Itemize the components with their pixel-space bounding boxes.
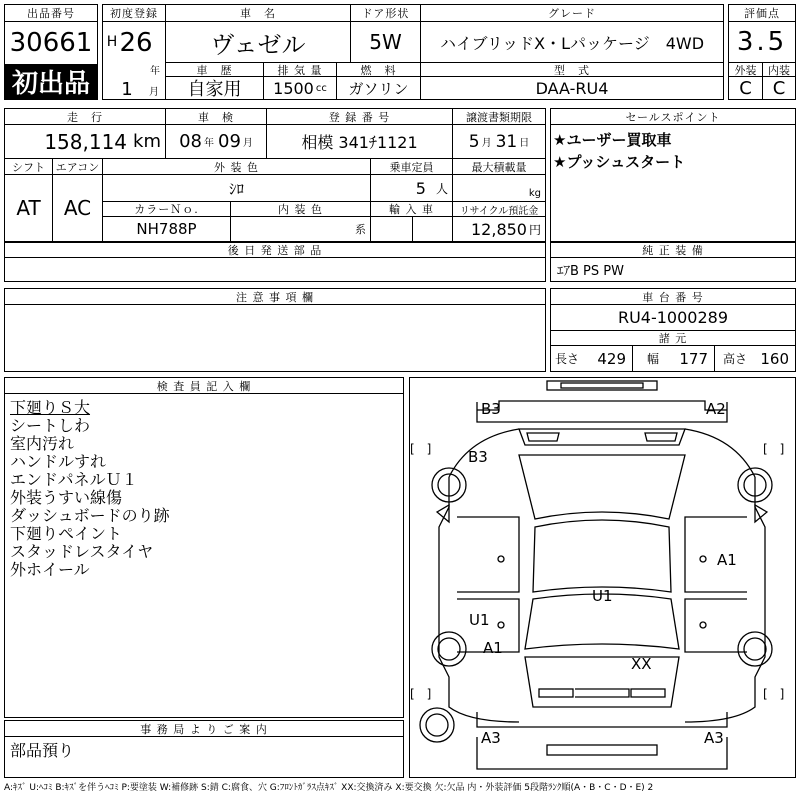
first-reg-era: H: [106, 34, 118, 50]
exterior-color: ｼﾛ: [228, 179, 244, 198]
grade: ハイブリッドX・Lパッケージ 4WD: [439, 33, 705, 53]
first-listing-badge: 初出品: [5, 64, 97, 99]
inspection-label: 車 検: [166, 109, 266, 124]
history-label: 車 歴: [166, 63, 263, 76]
height: 160: [760, 349, 789, 368]
import-label: 輸 入 車: [371, 202, 452, 216]
damage-mark: B3: [468, 448, 488, 466]
fuel: ガソリン: [348, 79, 409, 98]
interior-grade: C: [772, 77, 786, 99]
inspector-line: シートしわ: [10, 416, 91, 435]
capacity-cell: [371, 175, 452, 201]
transfer-day-unit: 日: [519, 138, 530, 149]
air-conditioner: AC: [63, 196, 92, 220]
max-load-unit: kg: [528, 187, 541, 199]
damage-mark: U1: [592, 587, 613, 605]
model: DAA-RU4: [535, 78, 609, 98]
grade-label: グレード: [421, 5, 723, 21]
first-reg-month: 1: [121, 80, 133, 98]
inspector-line: スタッドレスタイヤ: [10, 542, 154, 561]
displacement-label: 排 気 量: [264, 63, 336, 76]
capacity-label: 乗車定員: [371, 159, 452, 174]
ac-label: エアコン: [53, 159, 102, 174]
inspector-line: エンドパネルＵ１: [10, 470, 138, 489]
glass-bracket: [ ]: [763, 442, 785, 456]
dims-label: 諸 元: [551, 331, 795, 345]
sales-points-label: セールスポイント: [551, 109, 795, 124]
office-label: 事 務 局 よ り ご 案 内: [5, 721, 403, 736]
transfer-day: 31: [495, 131, 518, 152]
first-reg-month-unit: 月: [149, 86, 159, 98]
sales-point-item: ★ユーザー買取車: [553, 131, 672, 149]
car-name: ヴェゼル: [210, 30, 306, 59]
width-cell: [633, 346, 714, 371]
mileage-cell: [5, 125, 165, 158]
inspector-line: 外装うすい線傷: [10, 488, 123, 507]
model-label: 型 式: [421, 63, 723, 76]
inspection-year: 08: [179, 131, 202, 152]
inspector-line: 室内汚れ: [10, 434, 75, 453]
height-cell: [715, 346, 795, 371]
office-note: 部品預り: [10, 741, 75, 760]
int-color-label: 内 装 色: [231, 202, 370, 216]
damage-mark: A3: [704, 729, 724, 747]
inspector-line: ハンドルすれ: [10, 452, 107, 471]
fuel-label: 燃 料: [337, 63, 420, 76]
door-label: ドア形状: [351, 5, 420, 21]
lot-number-label: 出品番号: [5, 5, 97, 21]
length-cell: [551, 346, 632, 371]
recycle-unit: 円: [528, 222, 541, 237]
history: 自家用: [187, 79, 242, 99]
damage-mark: U1: [469, 611, 490, 629]
color-no-label: カラーＮｏ.: [103, 202, 230, 216]
length: 429: [597, 349, 626, 368]
transfer-label: 譲渡書類期限: [453, 109, 545, 124]
exterior-label: 外装: [729, 63, 762, 76]
plate-label: 登 録 番 号: [267, 109, 452, 124]
score: 3.5: [736, 27, 788, 57]
inspector-line: 下廻りペイント: [10, 524, 123, 543]
later-parts-label: 後 日 発 送 部 品: [5, 243, 545, 257]
inspector-line: ダッシュボードのり跡: [10, 506, 170, 525]
lot-number: 30661: [9, 28, 93, 58]
sales-point-item: ★プッシュスタート: [553, 153, 686, 171]
glass-bracket: [ ]: [410, 442, 432, 456]
interior-label: 内装: [763, 63, 795, 76]
color-number: NH788P: [136, 220, 197, 238]
damage-mark: A1: [483, 639, 503, 657]
legend-text: A:ｷｽﾞ U:ﾍｺﾐ B:ｷｽﾞを伴うﾍｺﾐ P:要塗装 W:補修跡 S:錆 C:腐食、穴 G:ﾌﾛﾝﾄｶﾞﾗｽ点ｷｽﾞ XX:交換済み X:要交換 欠:欠品 内・外装評価 5段階ﾗﾝｸ順(A・B・C・D・E) 2: [4, 783, 654, 793]
inspector-line: 下廻りＳ大: [10, 398, 91, 417]
genuine-equipment: ｴｱB PS PW: [557, 264, 624, 279]
first-reg-year-unit: 年: [150, 65, 160, 76]
displacement-cell: [264, 77, 336, 99]
recycle-label: リサイクル預託金: [453, 202, 545, 216]
ext-color-label: 外 装 色: [103, 159, 370, 174]
door-type: 5W: [369, 30, 402, 54]
shift: AT: [16, 196, 41, 220]
length-label: 長さ: [555, 352, 580, 366]
inspection-year-unit: 年: [204, 138, 214, 149]
capacity: 5: [415, 178, 426, 198]
transfer-month: 5: [468, 131, 480, 152]
genuine-label: 純 正 装 備: [551, 243, 795, 257]
displacement: 1500: [273, 78, 314, 98]
int-color-unit: 系: [355, 223, 366, 236]
first-reg-label: 初度登録: [103, 5, 165, 21]
car-diagram: [409, 377, 796, 778]
inspector-line: 外ホイール: [10, 560, 90, 579]
score-label: 評価点: [729, 5, 795, 21]
damage-mark: XX: [631, 655, 652, 673]
chassis-number: RU4-1000289: [617, 308, 729, 327]
transfer-cell: [453, 125, 545, 158]
plate-number: 相模 341ﾁ1121: [301, 133, 418, 152]
glass-bracket: [ ]: [763, 687, 785, 701]
width-label: 幅: [647, 352, 660, 366]
damage-mark: A3: [481, 729, 501, 747]
recycle-cell: [453, 217, 545, 241]
damage-mark: A1: [717, 551, 737, 569]
inspection-month-unit: 月: [242, 138, 253, 149]
notes-label: 注 意 事 項 欄: [5, 289, 545, 304]
exterior-grade: C: [739, 77, 752, 99]
inspector-label: 検 査 員 記 入 欄: [5, 378, 403, 393]
inspection-cell: [166, 125, 266, 158]
chassis-label: 車 台 番 号: [551, 289, 795, 304]
height-label: 高さ: [723, 352, 748, 366]
damage-mark: B3: [481, 400, 501, 418]
damage-mark: A2: [706, 400, 726, 418]
first-reg-year: 26: [119, 28, 153, 58]
inspection-month: 09: [218, 131, 241, 152]
shift-label: シフト: [5, 159, 52, 174]
glass-bracket: [ ]: [410, 687, 432, 701]
mileage-unit: km: [133, 131, 161, 152]
car-name-label: 車 名: [166, 5, 350, 21]
recycle-fee: 12,850: [471, 219, 527, 239]
mileage: 158,114: [44, 129, 128, 154]
mileage-label: 走 行: [5, 109, 165, 124]
displacement-unit: cc: [315, 82, 327, 94]
capacity-unit: 人: [435, 181, 448, 196]
width: 177: [679, 349, 708, 368]
transfer-month-unit: 月: [481, 138, 492, 149]
max-load-label: 最大積載量: [453, 159, 545, 174]
